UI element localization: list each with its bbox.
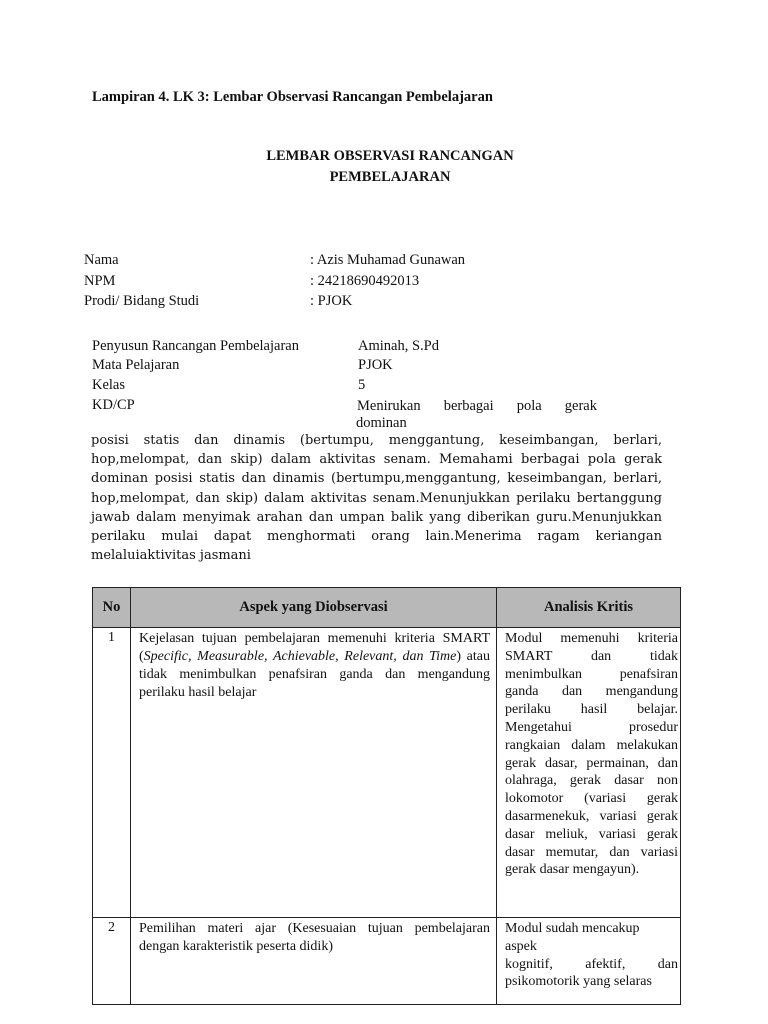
prodi-value: : PJOK (310, 293, 353, 309)
kelas-label: Kelas (92, 377, 126, 393)
appendix-title: Lampiran 4. LK 3: Lembar Observasi Rancangan Pembelajaran (92, 89, 493, 105)
penyusun-label: Penyusun Rancangan Pembelajaran (92, 338, 299, 354)
analisis-line: psikomotorik yang selaras (505, 974, 652, 990)
name-value: : Azis Muhamad Gunawan (310, 252, 466, 268)
smart-criteria-italic: Specific, Measurable, Achievable, Relevant, dan Time (143, 649, 457, 664)
kdcp-value-continuation: dominan (356, 415, 407, 431)
analisis-cell (497, 918, 681, 1005)
header-aspek: Aspek yang Diobservasi (131, 588, 497, 628)
kelas-value: 5 (358, 377, 366, 393)
row-number: 2 (93, 918, 131, 1005)
analisis-line: aspek (505, 938, 537, 954)
table-header-row (93, 588, 681, 628)
mapel-label: Mata Pelajaran (92, 357, 180, 373)
kdcp-value: Menirukan berbagai pola gerak (357, 398, 597, 414)
table-row (93, 628, 681, 918)
mapel-value: PJOK (358, 357, 393, 373)
aspek-cell (131, 628, 497, 918)
kdcp-paragraph: posisi statis dan dinamis (bertumpu, menggantung, keseimbangan, berlari, hop,melompat, dan skip) dalam aktivitas senam. Memahami berbagai pola gerak dominan posisi statis dan dinamis (bertumpu,menggantung, keseimbangan, berlari, hop,melompat, dan skip) dalam aktivitas senam.Menunjukkan perilaku bertanggung jawab dalam menyimak arahan dan umpan balik yang diberikan guru.Menunjukkan perilaku mulai dapat menghormati orang lain.Menerima ragam keriangan melaluiaktivitas jasmani (91, 433, 662, 564)
penyusun-value: Aminah, S.Pd (358, 338, 439, 354)
document-title-line2: PEMBELAJARAN (329, 169, 451, 185)
aspek-text: Kejelasan tujuan pembelajaran memenuhi kriteria SMART ( (139, 631, 490, 664)
npm-label: NPM (84, 273, 116, 289)
name-label: Nama (84, 252, 119, 268)
row-number: 1 (93, 628, 131, 918)
analisis-line: kognitif, afektif, dan (505, 956, 678, 972)
document-title-line1: LEMBAR OBSERVASI RANCANGAN (266, 148, 514, 164)
npm-value: : 24218690492013 (310, 273, 420, 289)
prodi-label: Prodi/ Bidang Studi (84, 293, 200, 309)
observation-table (92, 587, 681, 1005)
table-row (93, 918, 681, 1005)
analisis-cell: Modul memenuhi kriteria SMART dan tidak menimbulkan penafsiran ganda dan mengandung perilaku hasil belajar. Mengetahui prosedur rangkaian dalam melakukan gerak dasar, permainan, dan olahraga, gerak dasar non lokomotor (variasi gerak dasarmenekuk, variasi gerak dasar meliuk, variasi gerak dasar memutar, dan variasi gerak dasar mengayun). (497, 628, 681, 918)
aspek-cell: Pemilihan materi ajar (Kesesuaian tujuan pembelajaran dengan karakteristik peserta didik) (131, 918, 497, 1005)
analisis-line: Modul sudah mencakup (505, 921, 640, 936)
kdcp-label: KD/CP (92, 397, 135, 413)
header-analisis: Analisis Kritis (497, 588, 681, 628)
header-no: No (93, 588, 131, 628)
aspek-text-continued: ) atau tidak menimbulkan penafsiran ganda dan mengandung perilaku hasil belajar (139, 649, 490, 700)
